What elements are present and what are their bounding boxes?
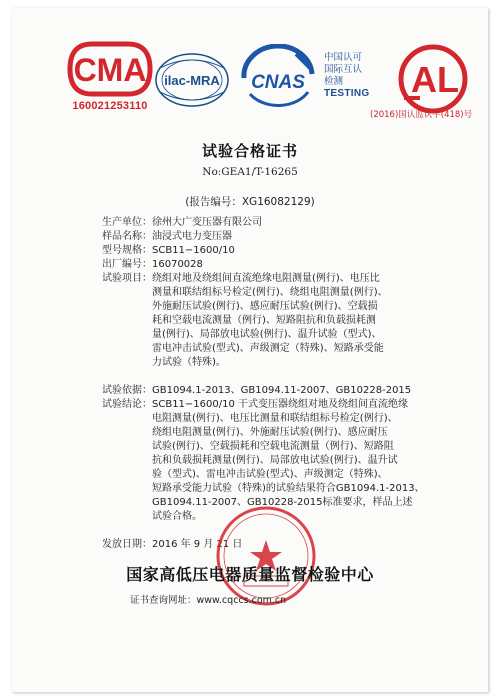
- field-value: [152, 272, 432, 370]
- field-value: 16070028: [152, 259, 203, 270]
- field-label: 试验结论：: [102, 399, 152, 410]
- conclusion-line: 验（型式)、雷电冲击试验(型式)、声级测定（特殊)、: [152, 469, 388, 480]
- cnas-text: CNAS: [251, 72, 305, 93]
- cal-registration-number: (2016)国认监认字(418)号: [370, 110, 473, 120]
- svg-text:AL: AL: [411, 59, 459, 100]
- certificate-number: No:GEA1/T-16265: [202, 166, 298, 178]
- conclusion-line: SCB11−1600/10 干式变压器绕组对地及绕组间直流绝缘: [152, 399, 409, 410]
- test-items-line: 测量和联结组标号检定(例行)、绕组电阻测量(例行)、: [152, 287, 388, 298]
- field-label: 样品名称：: [102, 231, 152, 242]
- accreditation-line-2: 国际互认: [324, 64, 363, 75]
- accreditation-line-4: TESTING: [324, 88, 370, 99]
- test-items-line: 绕组对地及绕组间直流绝缘电阻测量(例行)、电压比: [152, 273, 380, 284]
- test-items-line: 耗和空载电流测量（例行)、短路阻抗和负载损耗测: [152, 315, 376, 326]
- field-value: 油浸式电力变压器: [152, 231, 232, 242]
- accreditation-line-1: 中国认可: [324, 52, 363, 63]
- field-value: SCB11−1600/10: [152, 245, 235, 256]
- cnas-logo: [236, 44, 320, 114]
- accreditation-line-3: 检测: [324, 76, 344, 87]
- field-label: 型号规格：: [102, 245, 152, 256]
- field-manufacturer: [102, 216, 432, 230]
- field-label: 生产单位：: [102, 217, 152, 228]
- issuing-organization: 国家高低压电器质量监督检验中心: [126, 565, 374, 584]
- certificate-page: [12, 8, 488, 692]
- field-value: 2016 年 9 月 21 日: [152, 539, 243, 550]
- logo-strip: [12, 8, 488, 128]
- cma-logo: [62, 38, 158, 122]
- field-value: 徐州大广变压器有限公司: [152, 217, 262, 228]
- certificate-query-url: 证书查询网址：www.cqccs.com.cn: [130, 595, 287, 606]
- certificate-fields: [102, 216, 432, 552]
- ilac-mra-text: ilac-MRA: [164, 73, 220, 88]
- test-items-line: 力试验（特殊)。: [152, 357, 226, 368]
- field-serial: [102, 258, 432, 272]
- test-items-line: 外施耐压试验(例行)、感应耐压试验(例行)、空载损: [152, 301, 378, 312]
- field-label: 出厂编号：: [102, 259, 152, 270]
- cma-registration-number: 160021253110: [72, 100, 148, 112]
- conclusion-line: 短路承受能力试验（特殊)的试验结果符合GB1094.1-2013、: [152, 483, 425, 494]
- field-test-items: [102, 272, 432, 370]
- conclusion-line: 电阻测量(例行)、电压比测量和联结组标号检定(例行)、: [152, 413, 398, 424]
- conclusion-line: 绕组电阻测量(例行)、外施耐压试验(例行)、感应耐压: [152, 427, 388, 438]
- svg-text:CMA: CMA: [73, 52, 147, 88]
- accreditation-note: [324, 52, 394, 100]
- conclusion-line: 试验合格。: [152, 511, 202, 522]
- field-sample-name: [102, 230, 432, 244]
- field-label: 试验项目：: [102, 273, 152, 284]
- conclusion-line: 试验(例行)、空载损耗和空载电流测量（例行)、短路阻: [152, 441, 394, 452]
- ilac-mra-logo: [152, 48, 232, 112]
- conclusion-line: 抗和负载损耗测量(例行)、局部放电试验(例行)、温升试: [152, 455, 398, 466]
- field-label: 试验依据：: [102, 385, 152, 396]
- test-items-line: 雷电冲击试验(型式)、声级测定（特殊)、短路承受能: [152, 343, 384, 354]
- test-items-line: 量(例行)、局部放电试验(例行)、温升试验（型式)、: [152, 329, 382, 340]
- certificate-title: 试验合格证书: [201, 142, 298, 160]
- field-label: 发放日期：: [102, 539, 152, 550]
- field-test-basis: [102, 384, 432, 398]
- field-value: GB1094.1-2013、GB1094.11-2007、GB10228-2015: [152, 385, 412, 396]
- conclusion-line: GB1094.11-2007、GB10228-2015标准要求，样品上述: [152, 497, 413, 508]
- field-model: [102, 244, 432, 258]
- report-number: (报告编号：XG16082129): [185, 196, 315, 208]
